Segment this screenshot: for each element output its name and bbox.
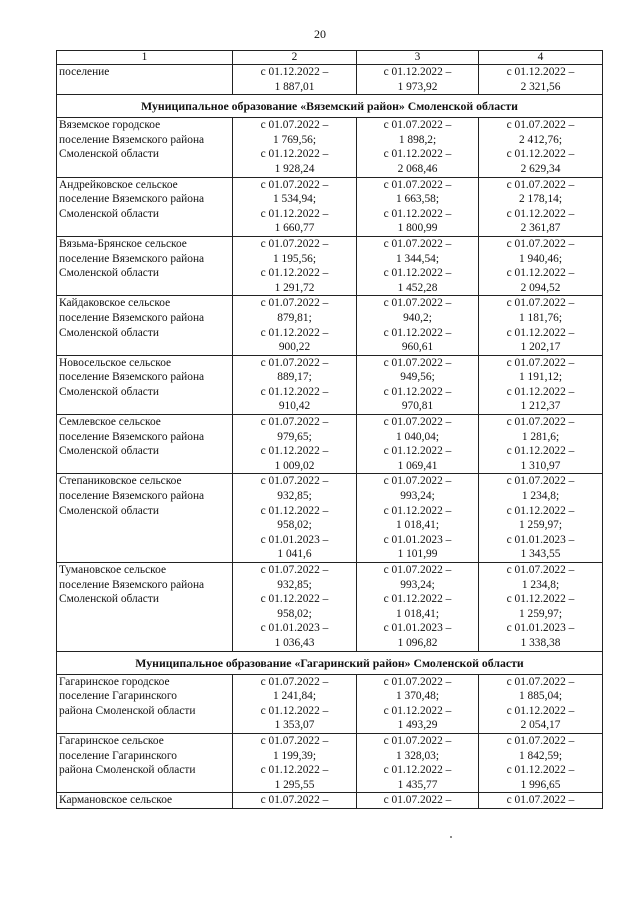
tariff-value-line: 1 928,24 [274, 162, 315, 175]
tariff-value-line: 1 769,56; [272, 133, 317, 146]
section-title: Муниципальное образование «Вяземский район» Смоленской области [57, 95, 603, 118]
tariff-value-line: 1 009,02 [274, 459, 315, 472]
tariff-value-line: 1 996,65 [520, 778, 561, 791]
tariff-value-line: 1 344,54; [395, 252, 440, 265]
tariff-value-line: с 01.12.2022 – [506, 504, 575, 517]
tariff-value-line: 1 036,43 [274, 636, 315, 649]
settlement-name-line: поселение Вяземского района [59, 311, 205, 324]
tariff-value-line: 2 178,14; [518, 193, 563, 206]
value-cell-col4 [479, 474, 603, 563]
settlement-name-cell [57, 674, 233, 733]
value-cell-col2 [233, 236, 357, 295]
value-cell-col4 [479, 65, 603, 95]
value-cell-col4 [479, 415, 603, 474]
tariff-value-line: с 01.12.2022 – [506, 267, 575, 280]
tariff-value-line: с 01.07.2022 – [260, 119, 329, 132]
tariff-value-line: с 01.12.2022 – [506, 385, 575, 398]
settlement-name-line: Вязьма-Брянское сельское [59, 237, 187, 250]
tariff-value-line: 1 295,55 [274, 778, 315, 791]
value-cell-col4 [479, 118, 603, 177]
tariff-value-line: с 01.12.2022 – [506, 764, 575, 777]
settlement-name-cell [57, 415, 233, 474]
tariff-value-line: 1 435,77 [397, 778, 438, 791]
settlement-name-line: Гагаринское городское [59, 675, 170, 688]
tariff-value-line: с 01.07.2022 – [383, 794, 452, 807]
tariff-value-line: 1 310,97 [520, 459, 561, 472]
tariff-value-line: с 01.07.2022 – [506, 119, 575, 132]
tariff-value-line: 1 328,03; [395, 749, 440, 762]
table-row [57, 65, 603, 95]
settlement-name-line: поселение Вяземского района [59, 578, 205, 591]
tariff-value-line: 1 191,12; [518, 371, 563, 384]
value-cell-col4 [479, 236, 603, 295]
tariff-value-line: с 01.12.2022 – [383, 764, 452, 777]
tariff-value-line: 1 259,97; [518, 519, 563, 532]
tariff-value-line: 940,2; [403, 311, 432, 324]
tariff-value-line: с 01.07.2022 – [506, 416, 575, 429]
settlement-name-cell [57, 177, 233, 236]
tariff-value-line: с 01.07.2022 – [383, 416, 452, 429]
section-title: Муниципальное образование «Гагаринский район» Смоленской области [57, 651, 603, 674]
tariff-value-line: с 01.12.2022 – [383, 504, 452, 517]
section-header-row [57, 651, 603, 674]
table-row [57, 118, 603, 177]
settlement-name-cell [57, 236, 233, 295]
table-row [57, 177, 603, 236]
tariff-value-line: с 01.12.2022 – [506, 326, 575, 339]
value-cell-col4 [479, 177, 603, 236]
tariff-value-line: 1 069,41 [397, 459, 438, 472]
tariff-value-line: 1 212,37 [520, 400, 561, 413]
tariff-value-line: 889,17; [277, 371, 312, 384]
settlement-name-line: поселение Вяземского района [59, 430, 205, 443]
tariff-value-line: с 01.12.2022 – [506, 207, 575, 220]
tariff-value-line: 1 370,48; [395, 690, 440, 703]
section-header-row [57, 95, 603, 118]
value-cell-col3 [357, 355, 479, 414]
tariff-value-line: 1 973,92 [397, 80, 438, 93]
settlement-name-line: поселение Вяземского района [59, 133, 205, 146]
tariff-value-line: с 01.12.2022 – [260, 764, 329, 777]
tariff-value-line: с 01.12.2022 – [260, 267, 329, 280]
value-cell-col3 [357, 415, 479, 474]
tariff-value-line: с 01.12.2022 – [506, 593, 575, 606]
value-cell-col3 [357, 733, 479, 792]
tariff-value-line: 1 040,04; [395, 430, 440, 443]
table-row [57, 474, 603, 563]
tariff-value-line: 1 534,94; [272, 193, 317, 206]
tariff-value-line: 1 234,8; [521, 490, 560, 503]
tariff-value-line: с 01.07.2022 – [506, 734, 575, 747]
column-header-3: 3 [357, 51, 479, 65]
tariff-value-line: с 01.12.2022 – [383, 593, 452, 606]
value-cell-col2 [233, 177, 357, 236]
tariff-value-line: с 01.12.2022 – [260, 593, 329, 606]
tariff-value-line: 1 199,39; [272, 749, 317, 762]
tariff-value-line: 2 068,46 [397, 162, 438, 175]
value-cell-col2 [233, 296, 357, 355]
page-number: 20 [314, 27, 326, 41]
tariff-value-line: с 01.07.2022 – [506, 297, 575, 310]
value-cell-col4 [479, 296, 603, 355]
settlement-name-line: района Смоленской области [59, 764, 196, 777]
table-row [57, 415, 603, 474]
value-cell-col2 [233, 674, 357, 733]
tariff-value-line: с 01.07.2022 – [260, 794, 329, 807]
tariff-value-line: с 01.07.2022 – [260, 237, 329, 250]
tariff-value-line: 2 321,56 [520, 80, 561, 93]
column-header-row [57, 51, 603, 65]
tariff-value-line: с 01.12.2022 – [260, 148, 329, 161]
tariff-value-line: с 01.07.2022 – [506, 794, 575, 807]
settlement-name-cell [57, 296, 233, 355]
tariff-value-line: с 01.07.2022 – [260, 178, 329, 191]
value-cell-col2 [233, 733, 357, 792]
tariff-value-line: 979,65; [277, 430, 312, 443]
table-row [57, 674, 603, 733]
tariff-value-line: 932,85; [277, 578, 312, 591]
value-cell-col2 [233, 563, 357, 652]
tariff-value-line: 1 940,46; [518, 252, 563, 265]
settlement-name-cell [57, 563, 233, 652]
tariff-value-line: 958,02; [277, 519, 312, 532]
tariff-value-line: с 01.12.2022 – [383, 326, 452, 339]
tariff-value-line: с 01.07.2022 – [260, 356, 329, 369]
value-cell-col4 [479, 355, 603, 414]
tariff-value-line: 1 663,58; [395, 193, 440, 206]
settlement-name-line: Степаниковское сельское [59, 475, 182, 488]
tariff-value-line: с 01.12.2022 – [506, 445, 575, 458]
tariff-value-line: с 01.12.2022 – [506, 148, 575, 161]
table-row [57, 563, 603, 652]
value-cell-col4 [479, 674, 603, 733]
settlement-name-line: Кармановское сельское [59, 794, 173, 807]
tariff-value-line: 1 181,76; [518, 311, 563, 324]
tariff-value-line: 1 885,04; [518, 690, 563, 703]
settlement-name-line: Смоленской области [59, 445, 159, 458]
value-cell-col3 [357, 65, 479, 95]
value-cell-col3 [357, 296, 479, 355]
value-cell-col3 [357, 474, 479, 563]
tariff-value-line: 1 493,29 [397, 719, 438, 732]
tariff-value-line: с 01.12.2022 – [383, 148, 452, 161]
value-cell-col3 [357, 177, 479, 236]
settlement-name-cell [57, 474, 233, 563]
tariff-value-line: 960,61 [401, 341, 434, 354]
settlement-name-line: Смоленской области [59, 593, 159, 606]
tariff-value-line: 1 842,59; [518, 749, 563, 762]
tariff-value-line: с 01.01.2023 – [260, 622, 329, 635]
table-row [57, 355, 603, 414]
value-cell-col4 [479, 733, 603, 792]
value-cell-col3 [357, 563, 479, 652]
settlement-name-line: Смоленской области [59, 267, 159, 280]
column-header-2: 2 [233, 51, 357, 65]
table-row [57, 793, 603, 809]
table-row [57, 733, 603, 792]
tariff-value-line: 1 291,72 [274, 281, 315, 294]
tariff-value-line: с 01.07.2022 – [383, 237, 452, 250]
value-cell-col2 [233, 474, 357, 563]
settlement-name-line: поселение Вяземского района [59, 371, 205, 384]
value-cell-col2 [233, 118, 357, 177]
settlement-name-line: Смоленской области [59, 326, 159, 339]
tariff-value-line: с 01.01.2023 – [383, 533, 452, 546]
tariff-value-line: с 01.07.2022 – [506, 475, 575, 488]
settlement-name-line: поселение Гагаринского [59, 749, 177, 762]
column-header-4: 4 [479, 51, 603, 65]
tariff-value-line: с 01.07.2022 – [383, 119, 452, 132]
tariff-value-line: 1 202,17 [520, 341, 561, 354]
settlement-name-line: Вяземское городское [59, 119, 161, 132]
tariff-value-line: с 01.01.2023 – [506, 622, 575, 635]
tariff-value-line: 879,81; [277, 311, 312, 324]
settlement-name-cell [57, 118, 233, 177]
settlement-name-line: Смоленской области [59, 148, 159, 161]
tariff-value-line: 2 361,87 [520, 222, 561, 235]
settlement-name-cell [57, 355, 233, 414]
tariff-value-line: с 01.12.2022 – [260, 445, 329, 458]
settlement-name-cell [57, 65, 233, 95]
settlement-name-line: поселение Гагаринского [59, 690, 177, 703]
tariff-value-line: с 01.12.2022 – [260, 207, 329, 220]
tariff-value-line: с 01.12.2022 – [383, 267, 452, 280]
tariff-value-line: с 01.07.2022 – [506, 564, 575, 576]
tariff-value-line: 1 096,82 [397, 636, 438, 649]
tariff-value-line: с 01.12.2022 – [383, 66, 452, 78]
settlement-name-line: Смоленской области [59, 504, 159, 517]
tariff-value-line: с 01.12.2022 – [383, 385, 452, 398]
tariff-value-line: 2 629,34 [520, 162, 561, 175]
tariff-value-line: 1 353,07 [274, 719, 315, 732]
column-header-1: 1 [57, 51, 233, 65]
tariff-value-line: с 01.12.2022 – [383, 445, 452, 458]
tariff-value-line: с 01.07.2022 – [383, 475, 452, 488]
tariff-value-line: 1 018,41; [395, 607, 440, 620]
settlement-name-line: Смоленской области [59, 207, 159, 220]
tariff-value-line: с 01.01.2023 – [260, 533, 329, 546]
settlement-name-line: района Смоленской области [59, 704, 196, 717]
tariff-value-line: с 01.07.2022 – [506, 178, 575, 191]
tariff-value-line: 1 660,77 [274, 222, 315, 235]
table-row [57, 296, 603, 355]
tariff-value-line: 1 898,2; [398, 133, 437, 146]
tariff-value-line: с 01.12.2022 – [260, 326, 329, 339]
tariff-value-line: 1 887,01 [274, 80, 315, 93]
value-cell-col3 [357, 236, 479, 295]
tariff-value-line: 1 195,56; [272, 252, 317, 265]
value-cell-col3 [357, 118, 479, 177]
value-cell-col3 [357, 674, 479, 733]
tariff-value-line: с 01.07.2022 – [383, 356, 452, 369]
settlement-name-line: поселение Вяземского района [59, 193, 205, 206]
tariff-value-line: 900,22 [278, 341, 311, 354]
settlement-name-cell [57, 733, 233, 792]
table-body [57, 51, 603, 809]
tariff-value-line: с 01.12.2022 – [260, 504, 329, 517]
settlement-name-line: Гагаринское сельское [59, 734, 164, 747]
tariff-value-line: с 01.07.2022 – [506, 356, 575, 369]
tariff-value-line: с 01.07.2022 – [260, 564, 329, 576]
tariff-value-line: с 01.12.2022 – [506, 66, 575, 78]
tariff-value-line: 949,56; [400, 371, 435, 384]
settlement-name-line: Андрейковское сельское [59, 178, 178, 191]
tariff-value-line: с 01.12.2022 – [506, 704, 575, 717]
tariff-value-line: 1 281,6; [521, 430, 560, 443]
tariff-value-line: с 01.07.2022 – [383, 675, 452, 688]
tariff-value-line: с 01.07.2022 – [260, 416, 329, 429]
tariff-value-line: с 01.01.2023 – [506, 533, 575, 546]
tariff-value-line: с 01.07.2022 – [506, 237, 575, 250]
tariff-value-line: 958,02; [277, 607, 312, 620]
tariff-value-line: с 01.12.2022 – [383, 207, 452, 220]
settlement-name-line: поселение [59, 66, 110, 78]
settlement-name-line: Тумановское сельское [59, 564, 167, 576]
tariff-value-line: 1 041,6 [277, 548, 312, 561]
tariff-value-line: с 01.07.2022 – [383, 178, 452, 191]
value-cell-col2 [233, 65, 357, 95]
tariff-value-line: с 01.07.2022 – [260, 734, 329, 747]
table-row [57, 236, 603, 295]
tariff-value-line: 1 452,28 [397, 281, 438, 294]
tariff-value-line: с 01.07.2022 – [506, 675, 575, 688]
settlement-name-line: поселение Вяземского района [59, 252, 205, 265]
tariff-value-line: с 01.07.2022 – [260, 675, 329, 688]
settlement-name-line: Смоленской области [59, 385, 159, 398]
tariff-value-line: с 01.07.2022 – [383, 564, 452, 576]
settlement-name-line: Семлевское сельское [59, 416, 161, 429]
tariff-value-line: с 01.01.2023 – [383, 622, 452, 635]
scan-speck [450, 836, 452, 838]
tariff-value-line: 993,24; [400, 578, 435, 591]
value-cell-col2 [233, 355, 357, 414]
settlement-name-line: Кайдаковское сельское [59, 297, 171, 310]
value-cell-col2 [233, 793, 357, 809]
settlement-name-cell [57, 793, 233, 809]
tariff-value-line: 910,42 [278, 400, 311, 413]
tariff-table [56, 50, 603, 809]
tariff-value-line: 1 234,8; [521, 578, 560, 591]
value-cell-col4 [479, 563, 603, 652]
tariff-value-line: с 01.07.2022 – [260, 297, 329, 310]
tariff-value-line: с 01.07.2022 – [383, 734, 452, 747]
tariff-value-line: 1 241,84; [272, 690, 317, 703]
tariff-value-line: 1 018,41; [395, 519, 440, 532]
tariff-value-line: 1 338,38 [520, 636, 561, 649]
tariff-value-line: 1 343,55 [520, 548, 561, 561]
settlement-name-line: поселение Вяземского района [59, 490, 205, 503]
value-cell-col2 [233, 415, 357, 474]
tariff-value-line: 932,85; [277, 490, 312, 503]
tariff-value-line: с 01.12.2022 – [383, 704, 452, 717]
tariff-value-line: 1 800,99 [397, 222, 438, 235]
settlement-name-line: Новосельское сельское [59, 356, 172, 369]
tariff-value-line: 2 412,76; [518, 133, 563, 146]
tariff-value-line: 2 054,17 [520, 719, 561, 732]
tariff-value-line: с 01.12.2022 – [260, 66, 329, 78]
tariff-value-line: с 01.12.2022 – [260, 704, 329, 717]
tariff-value-line: с 01.07.2022 – [383, 297, 452, 310]
tariff-value-line: 1 101,99 [397, 548, 438, 561]
tariff-value-line: 970,81 [401, 400, 434, 413]
tariff-value-line: 993,24; [400, 490, 435, 503]
tariff-value-line: с 01.12.2022 – [260, 385, 329, 398]
tariff-value-line: 2 094,52 [520, 281, 561, 294]
tariff-value-line: 1 259,97; [518, 607, 563, 620]
value-cell-col3 [357, 793, 479, 809]
value-cell-col4 [479, 793, 603, 809]
tariff-value-line: с 01.07.2022 – [260, 475, 329, 488]
